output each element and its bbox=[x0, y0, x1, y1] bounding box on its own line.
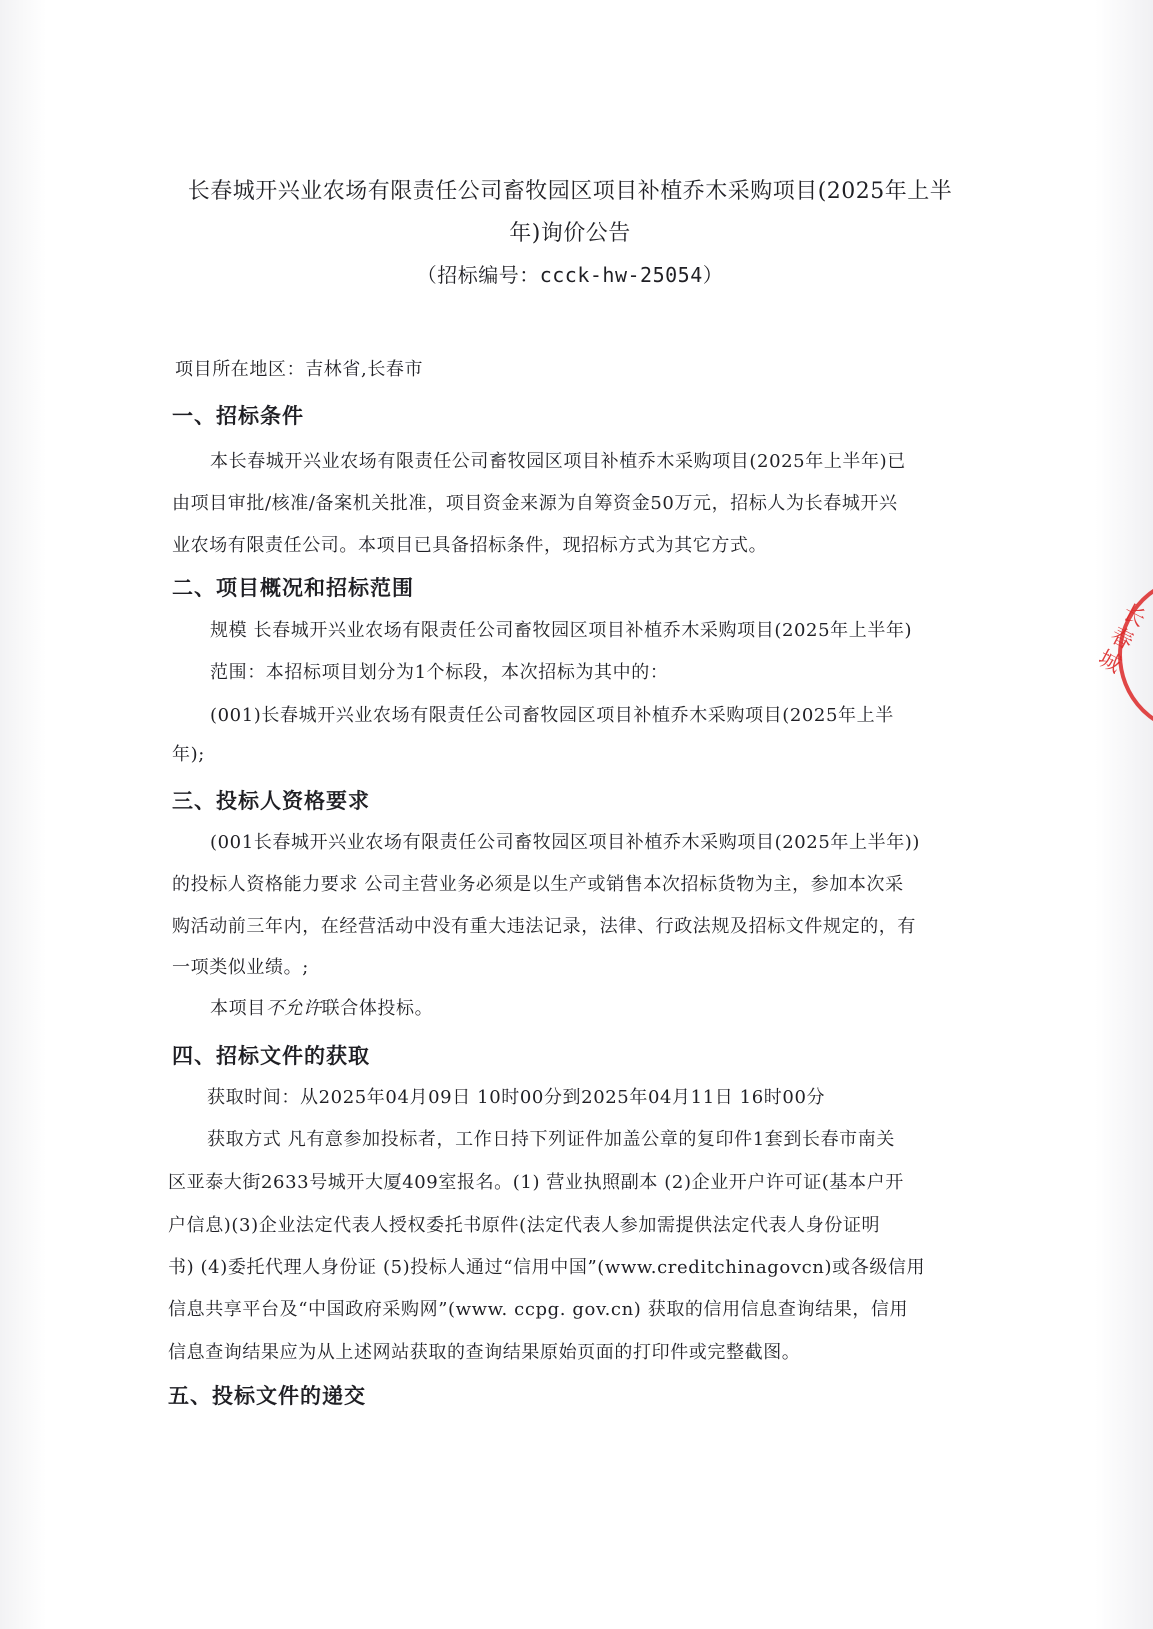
section2-line: 规模 长春城开兴业农场有限责任公司畜牧园区项目补植乔木采购项目(2025年上半年) bbox=[210, 620, 913, 641]
section4-line: 书) (4)委托代理人身份证 (5)投标人通过“信用中国”(www.creditchinagovcn)或各级信用 bbox=[168, 1257, 926, 1278]
acquisition-time: 获取时间：从2025年04月09日 10时00分到2025年04月11日 16时00分 bbox=[207, 1087, 826, 1108]
section3-line: (001长春城开兴业农场有限责任公司畜牧园区项目补植乔木采购项目(2025年上半年)) bbox=[210, 832, 921, 853]
consortium-suffix: 联合体投标。 bbox=[321, 998, 434, 1019]
seal-text: 长春城 bbox=[1093, 600, 1150, 679]
section3-heading: 三、投标人资格要求 bbox=[172, 788, 370, 813]
section4-line: 区亚泰大街2633号城开大厦409室报名。(1) 营业执照副本 (2)企业开户许可证(基本户开 bbox=[168, 1172, 904, 1193]
section1-line: 由项目审批/核准/备案机关批准，项目资金来源为自筹资金50万元，招标人为长春城开兴 bbox=[172, 493, 898, 514]
section2-line: (001)长春城开兴业农场有限责任公司畜牧园区项目补植乔木采购项目(2025年上半 bbox=[210, 705, 894, 726]
section2-heading: 二、项目概况和招标范围 bbox=[172, 575, 414, 600]
section1-heading: 一、招标条件 bbox=[172, 403, 304, 428]
doc-title-line2: 年)询价公告 bbox=[509, 221, 631, 246]
section4-heading: 四、招标文件的获取 bbox=[172, 1043, 370, 1068]
section1-line: 业农场有限责任公司。本项目已具备招标条件，现招标方式为其它方式。 bbox=[172, 535, 768, 556]
section3-line: 的投标人资格能力要求 公司主营业务必须是以生产或销售本次招标货物为主，参加本次采 bbox=[172, 874, 904, 895]
section3-line: 购活动前三年内，在经营活动中没有重大违法记录，法律、行政法规及招标文件规定的，有 bbox=[172, 916, 916, 937]
section5-heading: 五、投标文件的递交 bbox=[168, 1383, 366, 1408]
section4-line: 获取方式 凡有意参加投标者，工作日持下列证件加盖公章的复印件1套到长春市南关 bbox=[207, 1129, 895, 1150]
section2-line: 范围：本招标项目划分为1个标段，本次招标为其中的： bbox=[210, 662, 669, 683]
consortium-line bbox=[210, 997, 433, 1021]
section4-line: 信息共享平台及“中国政府采购网”(www. ccpg. gov.cn) 获取的信用信息查询结果，信用 bbox=[168, 1299, 909, 1320]
section1-line: 本长春城开兴业农场有限责任公司畜牧园区项目补植乔木采购项目(2025年上半年)已 bbox=[210, 451, 906, 472]
section4-line: 户信息)(3)企业法定代表人授权委托书原件(法定代表人参加需提供法定代表人身份证明 bbox=[168, 1215, 881, 1236]
section4-line: 信息查询结果应为从上述网站获取的查询结果原始页面的打印件或完整截图。 bbox=[168, 1342, 801, 1363]
bid-number: （招标编号：ccck-hw-25054） bbox=[416, 263, 724, 287]
project-location: 项目所在地区：吉林省,长春市 bbox=[175, 359, 424, 380]
consortium-prefix: 本项目 bbox=[210, 998, 266, 1019]
doc-title-line1: 长春城开兴业农场有限责任公司畜牧园区项目补植乔木采购项目(2025年上半 bbox=[187, 179, 953, 204]
section3-line: 一项类似业绩。; bbox=[172, 957, 309, 978]
consortium-flag: 不允许 bbox=[265, 998, 322, 1019]
section2-line: 年); bbox=[172, 744, 205, 765]
